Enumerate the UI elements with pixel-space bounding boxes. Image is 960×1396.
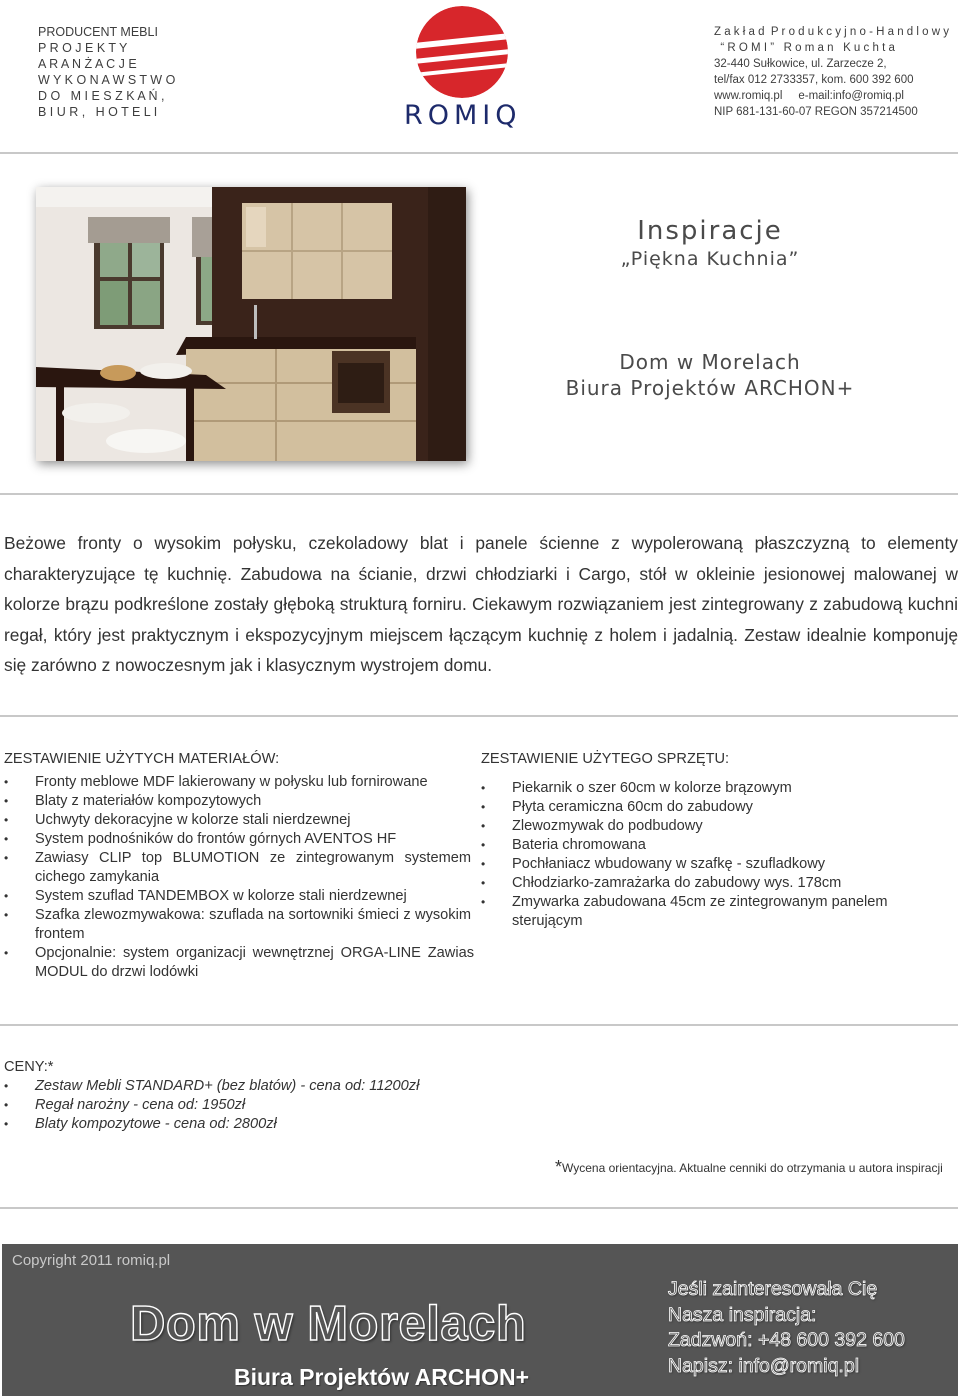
list-item: • Chłodziarko-zamrażarka do zabudowy wys. 178cm: [481, 874, 931, 893]
materials-heading: ZESTAWIENIE UŻYTYCH MATERIAŁÓW:: [4, 751, 280, 767]
list-item: • Fronty meblowe MDF lakierowany w połysku lub fornirowane: [4, 773, 471, 792]
divider: [0, 1024, 958, 1026]
kitchen-photo: [36, 187, 466, 461]
prices-heading: CENY:*: [4, 1059, 54, 1075]
tagline-line: P R O J E K T Y: [38, 41, 128, 55]
divider: [0, 152, 958, 154]
contact-block: [668, 1277, 905, 1379]
page-subtitle: „Piękna Kuchnia”: [620, 248, 800, 270]
list-item: • Szafka zlewozmywakowa: szuflada na sortowniki śmieci z wysokim frontem: [4, 906, 471, 944]
prices-section: [4, 1058, 419, 1134]
list-item: • Uchwyty dekoracyjne w kolorze stali nierdzewnej: [4, 811, 471, 830]
project-name: Dom w Morelach: [619, 350, 801, 374]
list-item: • System szuflad TANDEMBOX w kolorze stali nierdzewnej: [4, 887, 471, 906]
tagline-line: PRODUCENT MEBLI: [38, 25, 158, 39]
equipment-section: [481, 750, 931, 931]
address-line: tel/fax 012 2733357, kom. 600 392 600: [714, 74, 914, 86]
list-item: • Bateria chromowana: [481, 836, 931, 855]
address-line: Z a k ł a d P r o d u k c y j n o - H a n d l o w y: [714, 26, 949, 38]
address-line: NIP 681-131-60-07 REGON 357214500: [714, 106, 918, 118]
list-item: • Blaty kompozytowe - cena od: 2800zł: [4, 1115, 419, 1134]
kitchen-description: Beżowe fronty o wysokim połysku, czekoladowy blat i panele ścienne z wypolerowaną płaszczyzną to elementy charakteryzujące tę kuchnię. Zabudowa na ścianie, drzwi chłodziarki i Cargo, stół w okleinie jesionowej malowanej w kolorze brązu podkreślone zostały głęboką strukturą forniru. Ciekawym rozwiązaniem jest zintegrowany z zabudową kuchni regał, który jest praktycznym i ekspozycyjnym miejscem łączącym kuchnię z holem i jadalnią. Zestaw idealnie komponuję się zarówno z nowoczesnym jak i klasycznym wystrojem domu.: [4, 533, 958, 675]
contact-email[interactable]: Napisz: info@romiq.pl: [668, 1354, 860, 1377]
list-item: • Blaty z materiałów kompozytowych: [4, 792, 471, 811]
materials-list: [4, 773, 474, 982]
materials-section: [4, 750, 474, 982]
footnote-star: *: [555, 1157, 563, 1177]
address-line: 32-440 Sułkowice, ul. Zarzecze 2,: [714, 58, 887, 70]
equipment-list: [481, 779, 931, 931]
logo-wordmark: ROMIQ: [404, 100, 522, 131]
list-item: • Zmywarka zabudowana 45cm ze zintegrowanym panelem sterującym: [481, 893, 931, 931]
company-tagline: [38, 24, 175, 120]
list-item: • Regał narożny - cena od: 1950zł: [4, 1096, 419, 1115]
list-item: • Pochłaniacz wbudowany w szafkę - szufladkowy: [481, 855, 931, 874]
list-item: • Zlewozmywak do podbudowy: [481, 817, 931, 836]
list-item: • Piekarnik o szer 60cm w kolorze brązowym: [481, 779, 931, 798]
copyright-text: Copyright 2011 romiq.pl: [12, 1252, 171, 1269]
divider: [0, 1207, 958, 1209]
page-title: Inspiracje: [637, 216, 783, 246]
tagline-line: B I U R , H O T E L I: [38, 105, 158, 119]
divider: [0, 493, 958, 495]
contact-line: Nasza inspiracja:: [668, 1303, 817, 1326]
contact-line: Jeśli zainteresowała Cię: [668, 1278, 878, 1300]
tagline-line: D O M I E S Z K A Ń ,: [38, 89, 165, 103]
list-item: • Opcjonalnie: system organizacji wewnętrznej ORGA-LINE Zawias MODUL do drzwi lodówki: [4, 944, 474, 982]
address-line: “ R O M I ” R o m a n K u c h t a: [714, 42, 895, 54]
footer-title: Dom w Morelach: [130, 1297, 527, 1351]
project-author: Biura Projektów ARCHON+: [565, 376, 855, 400]
list-item: • Zawiasy CLIP top BLUMOTION ze zintegrowanym systemem cichego zamykania: [4, 849, 471, 887]
tagline-line: A R A N Ż A C J E: [38, 57, 137, 71]
prices-list: [4, 1077, 419, 1134]
equipment-heading: ZESTAWIENIE UŻYTEGO SPRZĘTU:: [481, 751, 730, 767]
address-line: www.romiq.pl e-mail:info@romiq.pl: [714, 90, 904, 102]
footer-subtitle: Biura Projektów ARCHON+: [234, 1364, 530, 1390]
list-item: • Płyta ceramiczna 60cm do zabudowy: [481, 798, 931, 817]
tagline-line: W Y K O N A W S T W O: [38, 73, 176, 87]
divider: [0, 715, 958, 717]
contact-phone[interactable]: Zadzwoń: +48 600 392 600: [668, 1329, 905, 1351]
company-address: [714, 24, 949, 120]
footnote-text: Wycena orientacyjna. Aktualne cenniki do otrzymania u autora inspiracji: [562, 1161, 943, 1175]
kitchen-illustration: [36, 187, 466, 461]
list-item: • Zestaw Mebli STANDARD+ (bez blatów) - cena od: 11200zł: [4, 1077, 419, 1096]
price-footnote: [555, 1157, 943, 1178]
list-item: • System podnośników do frontów górnych AVENTOS HF: [4, 830, 471, 849]
